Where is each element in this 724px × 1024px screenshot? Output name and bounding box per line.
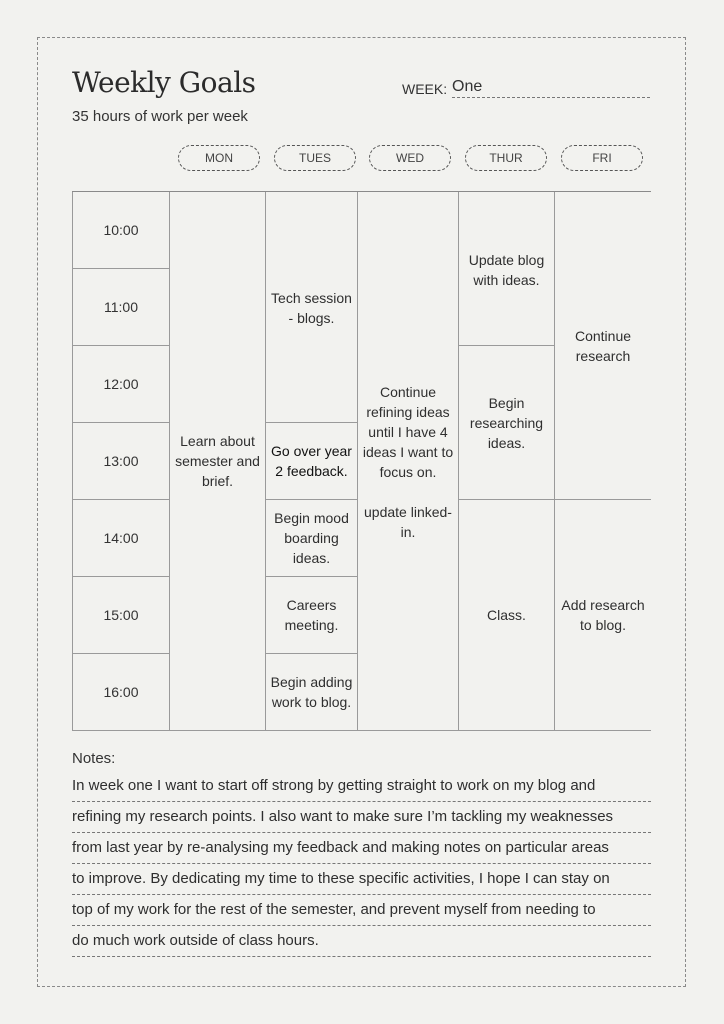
day-header-mon: MON [178, 145, 260, 171]
wed-task-linkedin: update linked-in. [364, 504, 452, 540]
page-title: Weekly Goals [72, 66, 256, 99]
day-header-thur: THUR [465, 145, 547, 171]
time-slot: 13:00 [72, 423, 169, 500]
day-header-tues: TUES [274, 145, 356, 171]
time-slot: 15:00 [72, 577, 169, 654]
day-header-fri: FRI [561, 145, 643, 171]
wed-task-refine-ideas: Continue refining ideas until I have 4 ideas I want to focus on. [362, 384, 454, 480]
thur-task-update-blog: Update blog with ideas. [458, 192, 554, 346]
time-slot: 11:00 [72, 269, 169, 346]
notes-line: In week one I want to start off strong by getting straight to work on my blog and [72, 771, 651, 802]
tues-task-careers: Careers meeting. [265, 577, 357, 654]
tues-task-feedback: Go over year 2 feedback. [265, 423, 357, 500]
thur-task-class: Class. [458, 500, 554, 731]
mon-task: Learn about semester and brief. [169, 192, 265, 731]
fri-task-add-research: Add research to blog. [554, 500, 651, 731]
notes-line: top of my work for the rest of the semester, and prevent myself from needing to [72, 895, 651, 926]
thur-task-research: Begin researching ideas. [458, 346, 554, 500]
day-header-wed: WED [369, 145, 451, 171]
tues-task-blog: Begin adding work to blog. [265, 654, 357, 731]
notes-line: refining my research points. I also want to make sure I’m tackling my weaknesses [72, 802, 651, 833]
schedule-grid [72, 191, 651, 731]
notes-line: from last year by re-analysing my feedback and making notes on particular areas [72, 833, 651, 864]
hours-subtitle: 35 hours of work per week [72, 108, 248, 125]
notes-label: Notes: [72, 750, 116, 767]
time-slot: 14:00 [72, 500, 169, 577]
fri-task-research: Continue research [554, 192, 651, 500]
wed-tasks [357, 192, 458, 731]
tues-task-tech-session: Tech session - blogs. [265, 192, 357, 423]
time-slot: 16:00 [72, 654, 169, 731]
notes-line: to improve. By dedicating my time to these specific activities, I hope I can stay on [72, 864, 651, 895]
time-slot: 10:00 [72, 192, 169, 269]
week-label: WEEK: [402, 81, 448, 97]
time-slot: 12:00 [72, 346, 169, 423]
tues-task-moodboard: Begin mood boarding ideas. [265, 500, 357, 577]
notes-line: do much work outside of class hours. [72, 926, 651, 957]
week-field[interactable]: One [452, 78, 650, 98]
